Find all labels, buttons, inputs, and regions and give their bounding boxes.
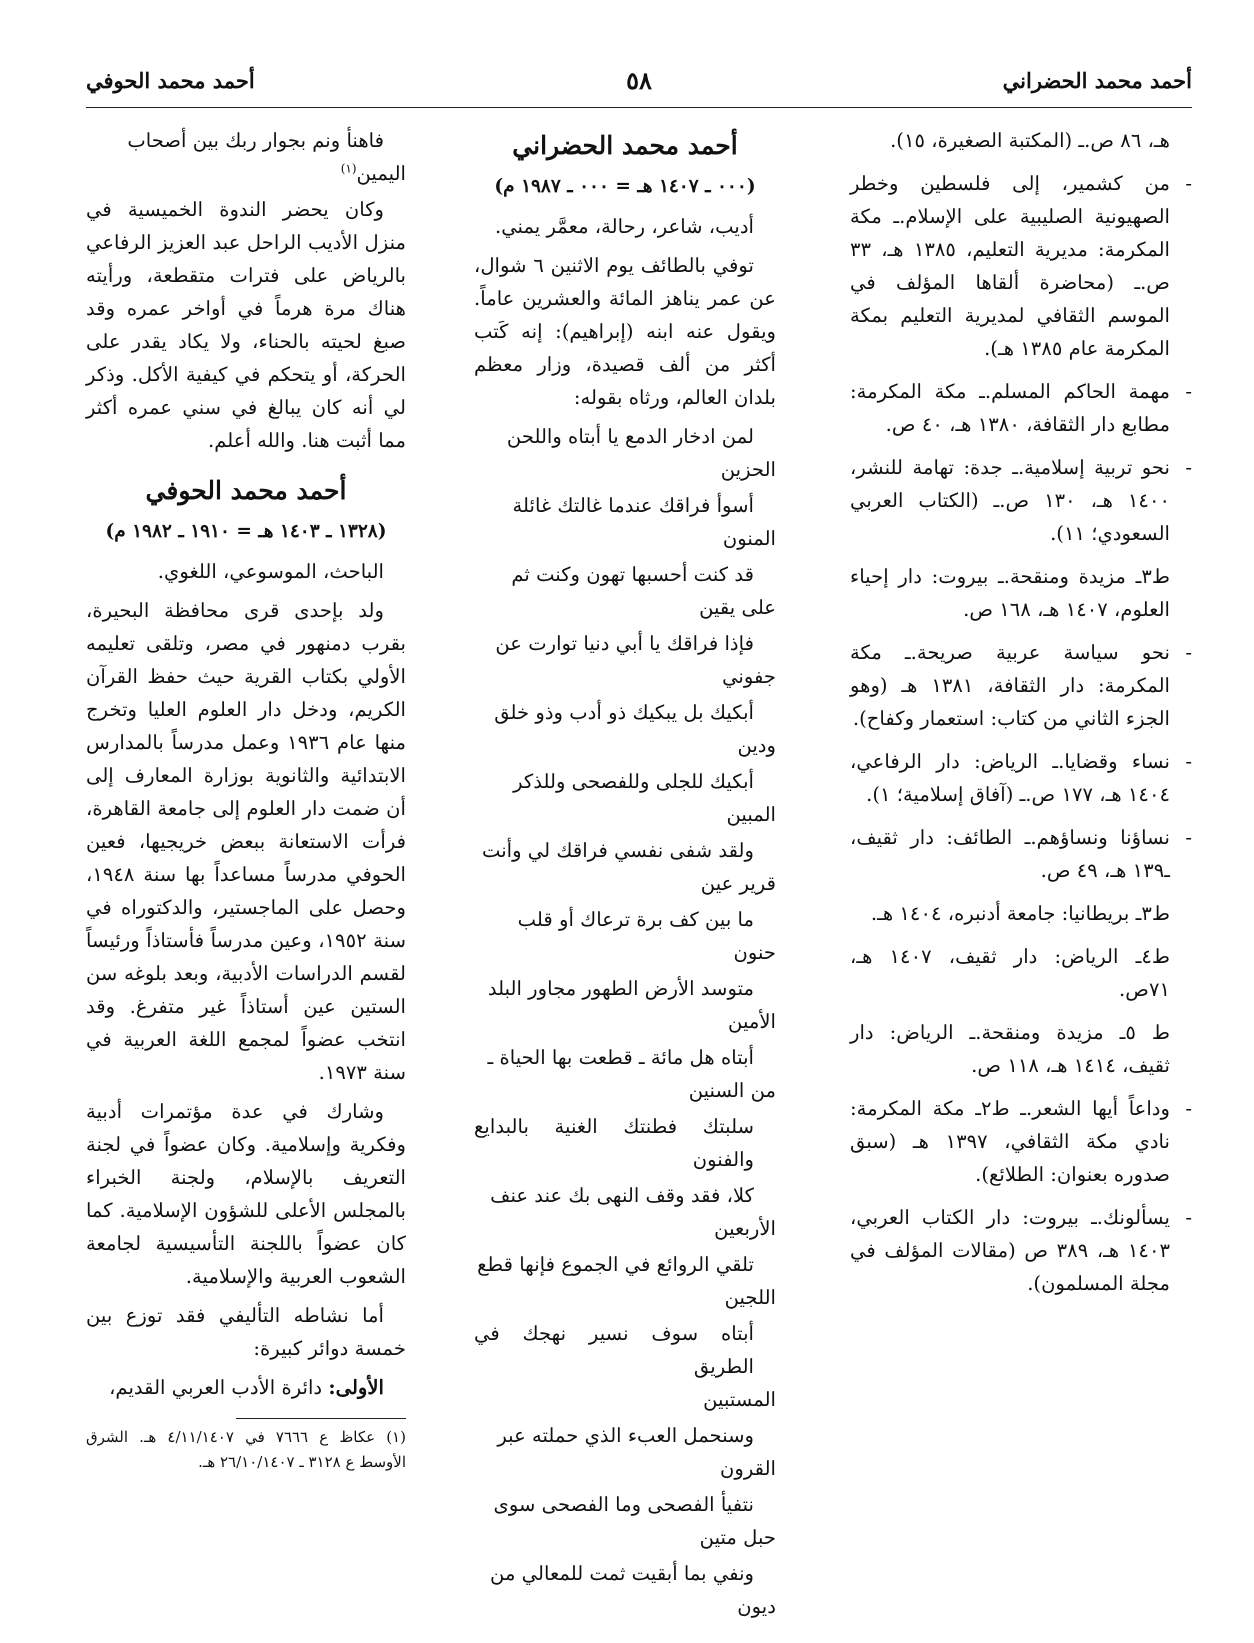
poem-verse xyxy=(474,972,776,1038)
poem-verse xyxy=(474,1179,776,1245)
verse-hemistich-first: ما بين كف برة ترعاك أو قلب xyxy=(517,908,754,931)
biography-paragraph-last: الأولى: دائرة الأدب العربي القديم، xyxy=(109,1376,384,1399)
entry-text: ط٣ـ بريطانيا: جامعة أدنبره، ١٤٠٤ هـ. xyxy=(870,902,1170,925)
bibliography-entry xyxy=(850,375,1192,441)
verse-hemistich-second: القرون xyxy=(720,1457,776,1480)
poem-verse xyxy=(474,489,776,555)
verse-hemistich-first: أبكيك للجلى وللفصحى وللذكر xyxy=(513,770,754,793)
running-header xyxy=(86,66,1192,110)
bibliography-continuation: هـ، ٨٦ ص.ـ (المكتبة الصغيرة، ١٥). xyxy=(890,129,1170,152)
verse-hemistich-second: ديون xyxy=(737,1595,776,1618)
entry-text: من كشمير، إلى فلسطين وخطر الصهيونية الصليبية على الإسلام.ـ مكة المكرمة: مديرية التعليم، ١٣٨٥ هـ، ٣٣ ص.ـ (محاضرة ألقاها المؤلف في الموسم الثقافي لمديرية التعليم بمكة المكرمة عام ١٣٨٥ هـ). xyxy=(850,172,1170,360)
header-rule xyxy=(86,107,1192,108)
biography-paragraph: وكان يحضر الندوة الخميسية في منزل الأديب الراحل عبد العزيز الرفاعي بالرياض على فترات متقطعة، ورأيته هناك مرة هرماً في أواخر عمره وقد صبغ لحيته بالحناء، ولا يكاد يقدر على الحركة، أو يتحكم في كيفية الأكل. وذكر لي أنه كان يبالغ في سني عمره أكثر مما أثبت هنا. والله أعلم. xyxy=(86,198,406,452)
entry-dash: - xyxy=(1185,380,1192,403)
entry-text: مهمة الحاكم المسلم.ـ مكة المكرمة: مطابع دار الثقافة، ١٣٨٠ هـ، ٤٠ ص. xyxy=(850,380,1170,436)
verse-hemistich-first: قد كنت أحسبها تهون وكنت ثم xyxy=(511,563,754,586)
verse-hemistich-first: أبكيك بل يبكيك ذو أدب وذو خلق xyxy=(494,701,754,724)
poem-verse xyxy=(474,1488,776,1554)
entry-dash: - xyxy=(1185,1206,1192,1229)
page-number: ٥٨ xyxy=(626,66,652,95)
verse-hemistich-first: أبتاه سوف نسير نهجك في الطريق xyxy=(474,1322,754,1378)
entry-text: نساء وقضايا.ـ الرياض: دار الرفاعي، ١٤٠٤ هـ، ١٧٧ ص.ـ (آفاق إسلامية؛ ١). xyxy=(850,750,1170,806)
verse-hemistich-second: على يقين xyxy=(699,596,776,619)
verse-hemistich-second: ودين xyxy=(737,734,776,757)
verse-hemistich-first: أبتاه هل مائة ـ قطعت بها الحياة ـ xyxy=(487,1046,754,1069)
entry-text: ط٣ـ مزيدة ومنقحة.ـ بيروت: دار إحياء العلوم، ١٤٠٧ هـ، ١٦٨ ص. xyxy=(850,565,1170,621)
biography-paragraph: الباحث، الموسوعي، اللغوي. xyxy=(157,560,384,583)
biography-dates-hadrani: (٠٠٠ ـ ١٤٠٧ هـ = ٠٠٠ ـ ١٩٨٧ م) xyxy=(494,176,756,197)
poem-verse xyxy=(474,1557,776,1623)
verse-hemistich-second: حنون xyxy=(733,941,776,964)
poem-verse-final xyxy=(86,124,406,190)
verse-hemistich-second: قرير عين xyxy=(700,872,776,895)
entry-dash: - xyxy=(1185,172,1192,195)
verse-hemistich-first: أسوأ فراقك عندما غالتك غائلة xyxy=(512,494,754,517)
poem-verse xyxy=(474,627,776,693)
poem-verse xyxy=(474,558,776,624)
verse-hemistich-second: الأربعين xyxy=(714,1217,776,1240)
entry-dash: - xyxy=(1185,1097,1192,1120)
bibliography-entry xyxy=(850,1092,1192,1191)
footnote: (١) عكاظ ع ٧٦٦٦ في ٤/١١/١٤٠٧ هـ. الشرق الأوسط ع ٣١٢٨ ـ ٢٦/١٠/١٤٠٧ هـ. xyxy=(86,1428,406,1471)
biography-paragraph: أديب، شاعر، رحالة، معمَّر يمني. xyxy=(495,215,754,238)
verse-hemistich-first: ونفي بما أبقيت ثمت للمعالي من xyxy=(490,1562,754,1585)
bibliography-entry xyxy=(850,167,1192,365)
poem-verse xyxy=(474,1419,776,1485)
verse-hemistich-second: المنون xyxy=(722,527,776,550)
entry-text: ط ٥ـ مزيدة ومنقحة.ـ الرياض: دار ثقيف، ١٤١٤ هـ، ١١٨ ص. xyxy=(850,1021,1170,1077)
bibliography-list xyxy=(850,167,1192,1300)
entry-text: وداعاً أيها الشعر.ـ ط٢ـ مكة المكرمة: نادي مكة الثقافي، ١٣٩٧ هـ (سبق صدوره بعنوان: الطلائع). xyxy=(850,1097,1170,1186)
poem-verse xyxy=(474,1248,776,1314)
biography-paragraph: وشارك في عدة مؤتمرات أدبية وفكرية وإسلامية. وكان عضواً في لجنة التعريف بالإسلام، ولجنة الخبراء بالمجلس الأعلى للشؤون الإسلامية. كما كان عضواً باللجنة التأسيسية لجامعة الشعوب العربية والإسلامية. xyxy=(86,1100,406,1288)
verse-hemistich-first: متوسد الأرض الطهور مجاور البلد xyxy=(487,977,754,1000)
entry-text: نساؤنا ونساؤهم.ـ الطائف: دار ثقيف، ـ١٣٩ هـ، ٤٩ ص. xyxy=(850,826,1170,882)
verse-hemistich-first: لمن ادخار الدمع يا أبتاه واللحن xyxy=(506,425,754,448)
poem-verse xyxy=(474,696,776,762)
verse-hemistich-second: من السنين xyxy=(688,1079,776,1102)
verse-hemistich-second: الحزين xyxy=(720,458,776,481)
bibliography-entry xyxy=(850,745,1192,811)
entry-dash: - xyxy=(1185,826,1192,849)
bibliography-entry xyxy=(850,1201,1192,1300)
middle-column xyxy=(474,124,776,1618)
entry-text: يسألونك.ـ بيروت: دار الكتاب العربي، ١٤٠٣ هـ، ٣٨٩ ص (مقالات المؤلف في مجلة المسلمون). xyxy=(850,1206,1170,1295)
entry-text: نحو سياسة عربية صريحة.ـ مكة المكرمة: دار الثقافة، ١٣٨١ هـ (وهو الجزء الثاني من كتاب: استعمار وكفاح). xyxy=(850,641,1171,730)
poem-verse xyxy=(474,1110,776,1176)
bibliography-entry xyxy=(850,560,1192,626)
entry-dash: - xyxy=(1185,456,1192,479)
entry-text: نحو تربية إسلامية.ـ جدة: تهامة للنشر، ١٤٠٠ هـ، ١٣٠ ص.ـ (الكتاب العربي السعودي؛ ١١). xyxy=(850,456,1170,545)
verse-hemistich-first: كلا، فقد وقف النهى بك عند عنف xyxy=(490,1184,754,1207)
verse-hemistich-first: تلقي الروائع في الجموع فإنها قطع xyxy=(477,1253,754,1276)
biography-dates-hufi: (١٣٢٨ ـ ١٤٠٣ هـ = ١٩١٠ ـ ١٩٨٢ م) xyxy=(105,521,387,542)
left-column xyxy=(86,124,406,1603)
biography-paragraph: أما نشاطه التأليفي فقد توزع بين خمسة دوائر كبيرة: xyxy=(86,1304,406,1360)
entry-text: ط٤ـ الرياض: دار ثقيف، ١٤٠٧ هـ، ٧١ص. xyxy=(850,945,1170,1001)
verse-hemistich-second: اللجين xyxy=(724,1286,776,1309)
verse-hemistich-second: الأمين xyxy=(728,1010,776,1033)
poem-verse xyxy=(474,834,776,900)
verse-hemistich-first: سلبتك فطنتك الغنية بالبدايع والفنون xyxy=(474,1115,754,1171)
verse-hemistich-first: فإذا فراقك يا أبي دنيا توارت عن xyxy=(495,632,754,655)
verse-hemistich-second: المستبين xyxy=(703,1388,776,1411)
poem-verse xyxy=(474,765,776,831)
poem-verse xyxy=(474,420,776,486)
verse-hemistich-second: حبل متين xyxy=(699,1526,776,1549)
biography-paragraph: توفي بالطائف يوم الاثنين ٦ شوال، عن عمر يناهز المائة والعشرين عاماً. ويقول عنه ابنه (إبراهيم): إنه كَتب أكثر من ألف قصيدة، وزار معظم بلدان العالم، ورثاه بقوله: xyxy=(474,254,776,409)
bibliography-entry xyxy=(850,897,1192,930)
bibliography-entry xyxy=(850,1016,1192,1082)
elegy-poem xyxy=(474,420,776,1623)
verse-hemistich-second: المبين xyxy=(726,803,776,826)
header-left-name: أحمد محمد الحوفي xyxy=(86,68,255,93)
bibliography-entry xyxy=(850,940,1192,1006)
poem-verse xyxy=(474,903,776,969)
verse-hemistich-first: وسنحمل العبء الذي حملته عبر xyxy=(497,1424,754,1447)
verse-hemistich-second: اليمين$^{(١)}$ xyxy=(340,161,406,185)
entry-dash: - xyxy=(1185,750,1192,773)
list-lead: الأولى: xyxy=(328,1376,384,1399)
header-right-name: أحمد محمد الحضراني xyxy=(1002,68,1192,93)
poem-verse xyxy=(474,1317,776,1416)
poem-verse xyxy=(474,1041,776,1107)
entry-dash: - xyxy=(1185,641,1192,664)
biography-paragraph: ولد بإحدى قرى محافظة البحيرة، بقرب دمنهور في مصر، وتلقى تعليمه الأولي بكتاب القرية حيث حفظ القرآن الكريم، ودخل دار العلوم العليا وتخرج منها عام ١٩٣٦ وعمل مدرساً بالمدارس الابتدائية والثانوية بوزارة المعارف إلى أن ضمت دار العلوم إلى جامعة القاهرة، فرأت الاستعانة ببعض خريجيها، فعين الحوفي مدرساً مساعداً بها سنة ١٩٤٨، وحصل على الماجستير، والدكتوراه في سنة ١٩٥٢، وعين مدرساً فأستاذاً ورئيساً لقسم الدراسات الأدبية، وبعد بلوغه سن الستين عين أستاذاً غير متفرغ. وقد انتخب عضواً لمجمع اللغة العربية في سنة ١٩٧٣. xyxy=(86,599,406,1084)
verse-hemistich-first: نتفيأ الفصحى وما الفصحى سوى xyxy=(493,1493,754,1516)
biography-title-hadrani: أحمد محمد الحضراني xyxy=(512,131,738,160)
bibliography-entry xyxy=(850,451,1192,550)
footnote-marker: (١) xyxy=(340,161,357,176)
verse-hemistich-first: فاهنأ ونم بجوار ربك بين أصحاب xyxy=(127,129,384,152)
bibliography-entry xyxy=(850,636,1192,735)
right-column xyxy=(850,124,1192,1603)
verse-hemistich-first: ولقد شفى نفسي فراقك لي وأنت xyxy=(481,839,754,862)
verse-hemistich-second: جفوني xyxy=(722,665,776,688)
footnote-rule xyxy=(236,1418,406,1419)
biography-title-hufi: أحمد محمد الحوفي xyxy=(145,476,347,505)
bibliography-entry xyxy=(850,821,1192,887)
